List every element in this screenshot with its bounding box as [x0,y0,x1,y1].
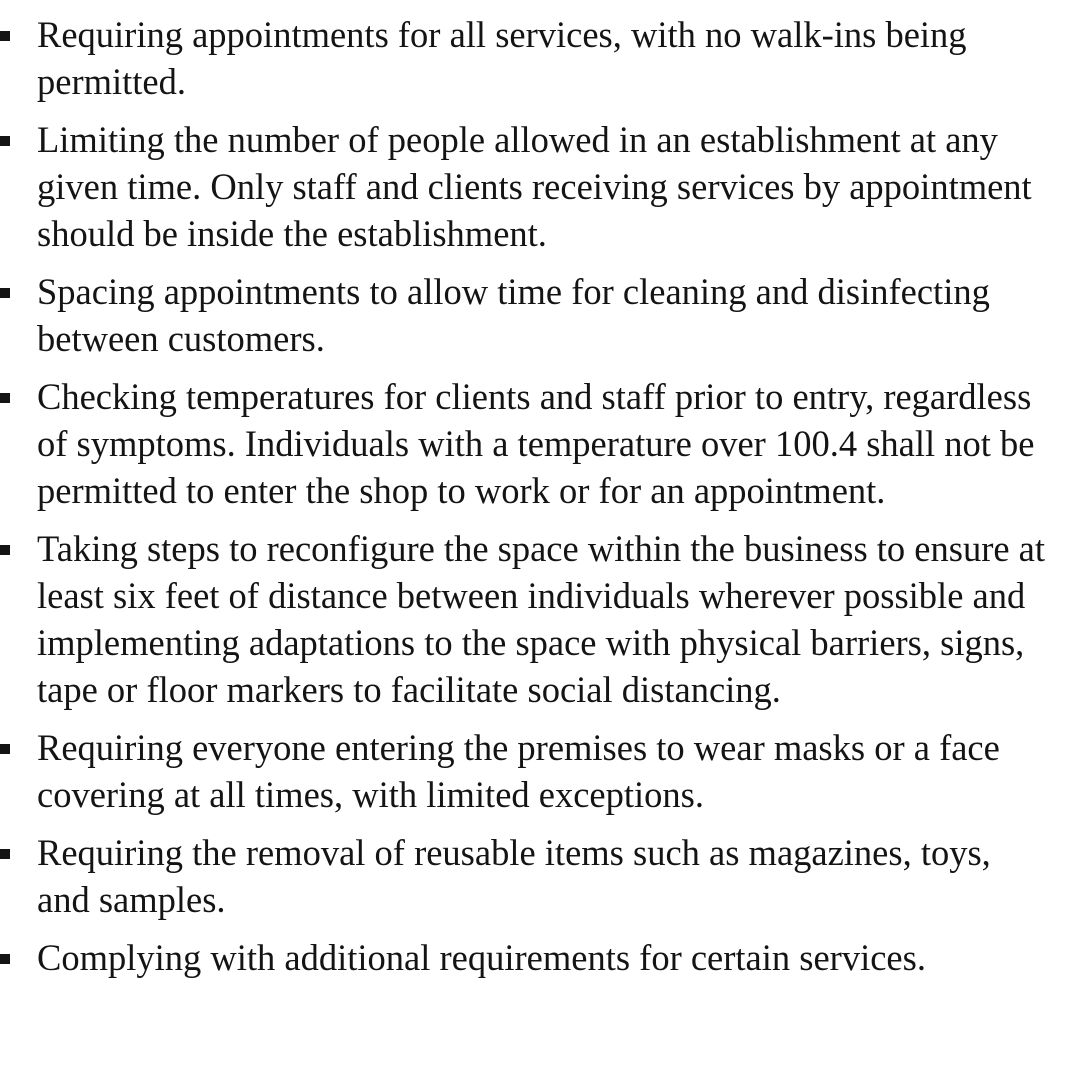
list-item-text: Taking steps to reconfigure the space within the business to ensure at least six feet of distance between individuals wherever possible and implementing adaptations to the space with physical barriers, signs, tape or floor markers to facilitate social distancing. [37,528,1046,710]
square-bullet-icon [0,954,10,964]
document-page [0,11,1087,992]
square-bullet-icon [0,31,10,41]
list-item-text: Requiring everyone entering the premises to wear masks or a face covering at all times, with limited exceptions. [37,727,1000,815]
list-item [0,525,1087,713]
list-item [0,373,1087,514]
square-bullet-icon [0,136,10,146]
square-bullet-icon [0,849,10,859]
square-bullet-icon [0,288,10,298]
list-item [0,116,1087,257]
list-item-text: Limiting the number of people allowed in an establishment at any given time. Only staff and clients receiving services by appointment should be inside the establishment. [37,119,1032,254]
list-item [0,934,1087,981]
list-item [0,829,1087,923]
square-bullet-icon [0,393,10,403]
requirements-list [0,11,1087,981]
list-item [0,724,1087,818]
list-item-text: Requiring the removal of reusable items such as magazines, toys, and samples. [37,832,991,920]
list-item-text: Requiring appointments for all services, with no walk-ins being permitted. [37,14,967,102]
list-item-text: Checking temperatures for clients and staff prior to entry, regardless of symptoms. Individuals with a temperature over 100.4 shall not be permitted to enter the shop to work or for an appointment. [37,376,1035,511]
list-item-text: Complying with additional requirements for certain services. [37,937,926,978]
square-bullet-icon [0,744,10,754]
list-item [0,11,1087,105]
square-bullet-icon [0,545,10,555]
list-item [0,268,1087,362]
list-item-text: Spacing appointments to allow time for cleaning and disinfecting between customers. [37,271,990,359]
